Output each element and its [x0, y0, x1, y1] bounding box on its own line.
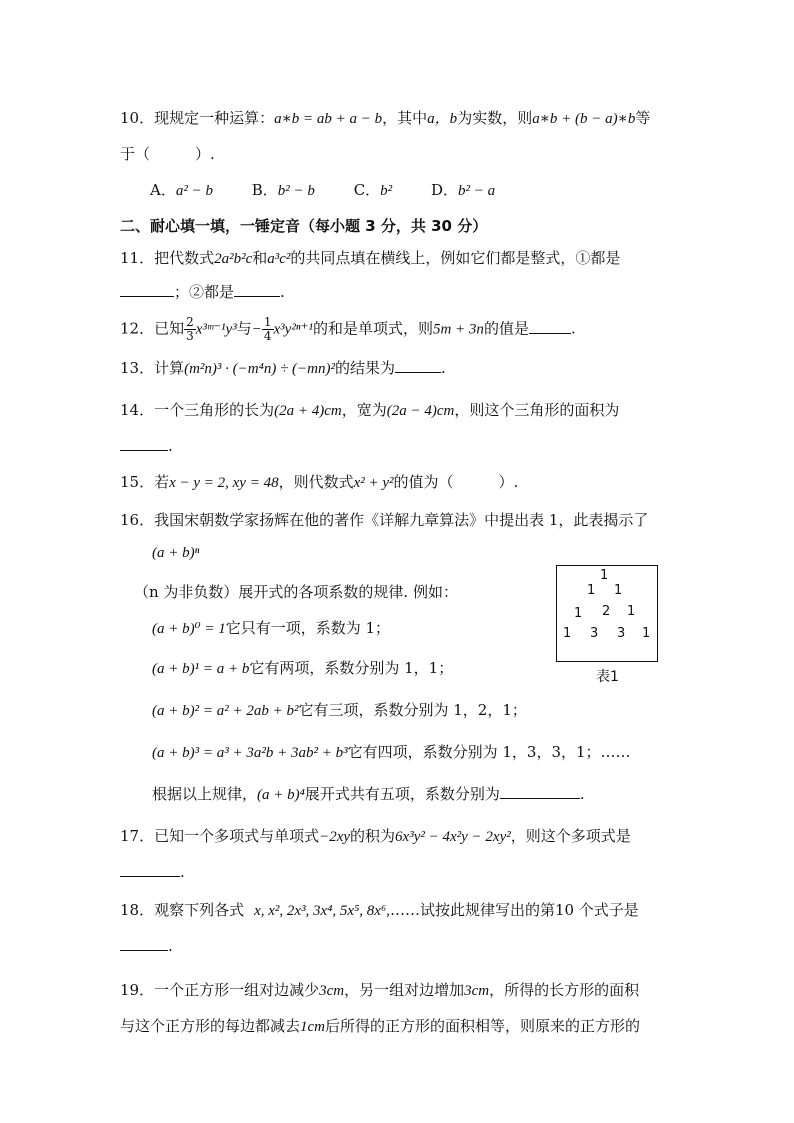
- q10-suffix: 等: [635, 109, 651, 127]
- q10-option-a: [150, 180, 213, 201]
- section-heading: 二、耐心填一填，一锤定音（每小题 3 分，共 30 分）: [120, 217, 488, 235]
- table-caption: 表1: [596, 669, 619, 685]
- q14-expr1: (2a + 4)cm: [274, 403, 342, 419]
- q16-line1: 16．我国宋朝数学家扬辉在他的著作《详解九章算法》中提出表 1，此表揭示了: [120, 511, 649, 529]
- q10-option-d: [431, 180, 495, 201]
- q16-row-2: [152, 700, 712, 721]
- q16-text: .: [579, 785, 585, 803]
- q11-line1: [120, 248, 680, 269]
- q16-expr-n: (a + b)ⁿ: [152, 545, 200, 561]
- answer-blank[interactable]: [529, 319, 571, 334]
- expansion-text: 它有三项，系数分别为 1，2，1；: [298, 701, 527, 719]
- q17-text: ，则这个多项式是: [510, 827, 631, 845]
- triangle-cell: 1: [574, 606, 583, 621]
- q16-line2: （n 为非负数）展开式的各项系数的规律. 例如：: [134, 583, 458, 601]
- expansion-lhs: (a + b)² = a² + 2ab + b²: [152, 703, 299, 719]
- q18-line2: [120, 936, 680, 956]
- q18-text: 18．观察下列各式: [120, 901, 245, 919]
- q18-text: ……试按此规律写出的第10 个式子是: [389, 901, 639, 919]
- q14-text: .: [168, 437, 173, 455]
- q16-expr4: (a + b)⁴: [257, 787, 305, 803]
- q13-line: [120, 358, 680, 379]
- q16-line-final: [152, 784, 712, 805]
- q10-line2: 于（ ）.: [120, 145, 215, 163]
- q12-line: [120, 316, 680, 343]
- q17-expr2: 6x³y² − 4x²y − 2xy²: [395, 829, 511, 845]
- q10-text: ，其中: [382, 109, 428, 127]
- q15-text: 的值为（ ）.: [393, 473, 519, 491]
- q17-line1: [120, 826, 680, 847]
- q13-text: 13．计算: [120, 359, 185, 377]
- q17-text: .: [180, 863, 185, 881]
- q19-expr3: 1cm: [300, 1019, 326, 1035]
- q12-text: 的和是单项式，则: [312, 319, 433, 338]
- q11-text: 和: [252, 249, 268, 267]
- answer-blank[interactable]: [395, 358, 441, 373]
- q19-text: 与这个正方形的每边都减去: [120, 1017, 301, 1035]
- option-text: b² − a: [457, 183, 496, 199]
- triangle-cell: 1: [642, 626, 651, 641]
- q13-text: .: [441, 359, 446, 377]
- triangle-cell: 1: [614, 583, 623, 598]
- q10-line1: [120, 108, 680, 129]
- option-label: B．: [251, 181, 278, 199]
- option-label: A．: [150, 181, 176, 199]
- q11-text: 11．把代数式: [120, 249, 215, 267]
- answer-blank[interactable]: [120, 282, 174, 297]
- q10-text2: 为实数，则: [457, 109, 533, 127]
- q12-text: 与: [236, 319, 252, 338]
- q12-term2: x³y²ⁿ⁺¹: [273, 321, 313, 338]
- answer-blank[interactable]: [120, 936, 168, 951]
- q12-term1: x³ᵐ⁻¹y³: [195, 321, 237, 338]
- q14-text: ，则这个三角形的面积为: [454, 401, 620, 419]
- expansion-text: 它有两项，系数分别为 1，1；: [249, 659, 454, 677]
- q16-text: 根据以上规律，: [152, 785, 258, 803]
- q19-line1: [120, 980, 680, 1001]
- q12-text: .: [570, 319, 576, 338]
- q10-vars: a，b: [427, 111, 458, 127]
- q10-options: [150, 180, 710, 201]
- fraction-2-3: [184, 316, 196, 343]
- triangle-cell: 1: [600, 568, 609, 583]
- q15-line: [120, 472, 680, 493]
- triangle-cell: 2: [602, 604, 611, 619]
- q14-text: 14．一个三角形的长为: [120, 401, 275, 419]
- q10-option-b: [252, 180, 315, 201]
- q19-line2: [120, 1016, 680, 1037]
- answer-blank[interactable]: [234, 282, 280, 297]
- expansion-lhs: (a + b)³ = a³ + 3a²b + 3ab² + b³: [152, 745, 348, 761]
- expansion-lhs: (a + b)⁰ = 1: [152, 621, 226, 637]
- q19-text: 后所得的正方形的面积相等，则原来的正方形的: [325, 1017, 641, 1035]
- q15-text: ，则代数式: [278, 473, 354, 491]
- minus-sign: −: [251, 321, 262, 338]
- denominator: 3: [186, 329, 194, 343]
- option-text: a² − b: [175, 183, 213, 199]
- answer-blank[interactable]: [500, 784, 580, 799]
- triangle-cell: 1: [627, 604, 636, 619]
- expansion-text: 它只有一项，系数为 1；: [225, 619, 391, 637]
- q11-text: ；②都是: [174, 283, 235, 301]
- q19-text: ，所得的长方形的面积: [489, 981, 640, 999]
- q19-text: 19．一个正方形一组对边减少: [120, 981, 320, 999]
- numerator: 1: [263, 315, 272, 329]
- triangle-cell: 1: [563, 626, 572, 641]
- q15-expr1: x − y = 2, xy = 48: [169, 475, 279, 491]
- q16-text: 展开式共有五项，系数分别为: [304, 785, 500, 803]
- option-label: D．: [430, 181, 458, 199]
- q12-text: 的值是: [483, 319, 529, 338]
- q11-expr2: a³c²: [267, 251, 291, 267]
- fraction-1-4: [262, 316, 274, 343]
- q11-expr1: 2a²b²c: [214, 251, 253, 267]
- q11-text: .: [280, 283, 285, 301]
- q10-expression: a∗b + (b − a)∗b: [532, 111, 636, 127]
- q18-text: .: [168, 937, 173, 955]
- q17-line2: [120, 862, 680, 882]
- q12-expr: 5m + 3n: [432, 321, 484, 338]
- option-label: C．: [353, 181, 381, 199]
- triangle-cell: 3: [590, 626, 599, 641]
- option-text: b²: [380, 183, 393, 199]
- q17-text: 的积为: [350, 827, 396, 845]
- answer-blank[interactable]: [120, 436, 168, 451]
- option-text: b² − b: [277, 183, 315, 199]
- q14-text: ，宽为: [341, 401, 387, 419]
- q18-expr: x, x², 2x³, 3x⁴, 5x⁵, 8x⁶,: [254, 903, 390, 919]
- q19-expr2: 3cm: [464, 983, 490, 999]
- q15-expr2: x² + y²: [353, 475, 394, 491]
- triangle-cell: 1: [587, 583, 596, 598]
- q10-definition: a∗b = ab + a − b: [274, 111, 383, 127]
- q12-text: 12．已知: [120, 319, 185, 338]
- numerator: 2: [186, 315, 194, 329]
- q16-row-3: [152, 742, 712, 763]
- q17-expr1: −2xy: [319, 829, 351, 845]
- answer-blank[interactable]: [120, 862, 180, 877]
- q14-line1: [120, 400, 680, 421]
- triangle-cell: 3: [617, 626, 626, 641]
- q11-line2: [120, 282, 680, 302]
- q10-prefix: 10．现规定一种运算：: [120, 109, 275, 127]
- q17-text: 17．已知一个多项式与单项式: [120, 827, 320, 845]
- q14-line2: [120, 436, 680, 456]
- q14-expr2: (2a − 4)cm: [386, 403, 455, 419]
- q10-option-c: [354, 180, 392, 201]
- q15-text: 15．若: [120, 473, 170, 491]
- q11-text: 的共同点填在横线上，例如它们都是整式，①都是: [290, 249, 621, 267]
- expansion-text: 它有四项，系数分别为 1，3，3，1；……: [347, 743, 631, 761]
- denominator: 4: [263, 329, 272, 343]
- q19-expr1: 3cm: [319, 983, 345, 999]
- pascal-triangle-table: [556, 565, 658, 662]
- q13-expr: (m²n)³ · (−m⁴n) ÷ (−mn)²: [184, 361, 335, 377]
- q19-text: ，另一组对边增加: [344, 981, 465, 999]
- expansion-lhs: (a + b)¹ = a + b: [152, 661, 250, 677]
- q13-text: 的结果为: [335, 359, 396, 377]
- q18-line1: [120, 900, 680, 921]
